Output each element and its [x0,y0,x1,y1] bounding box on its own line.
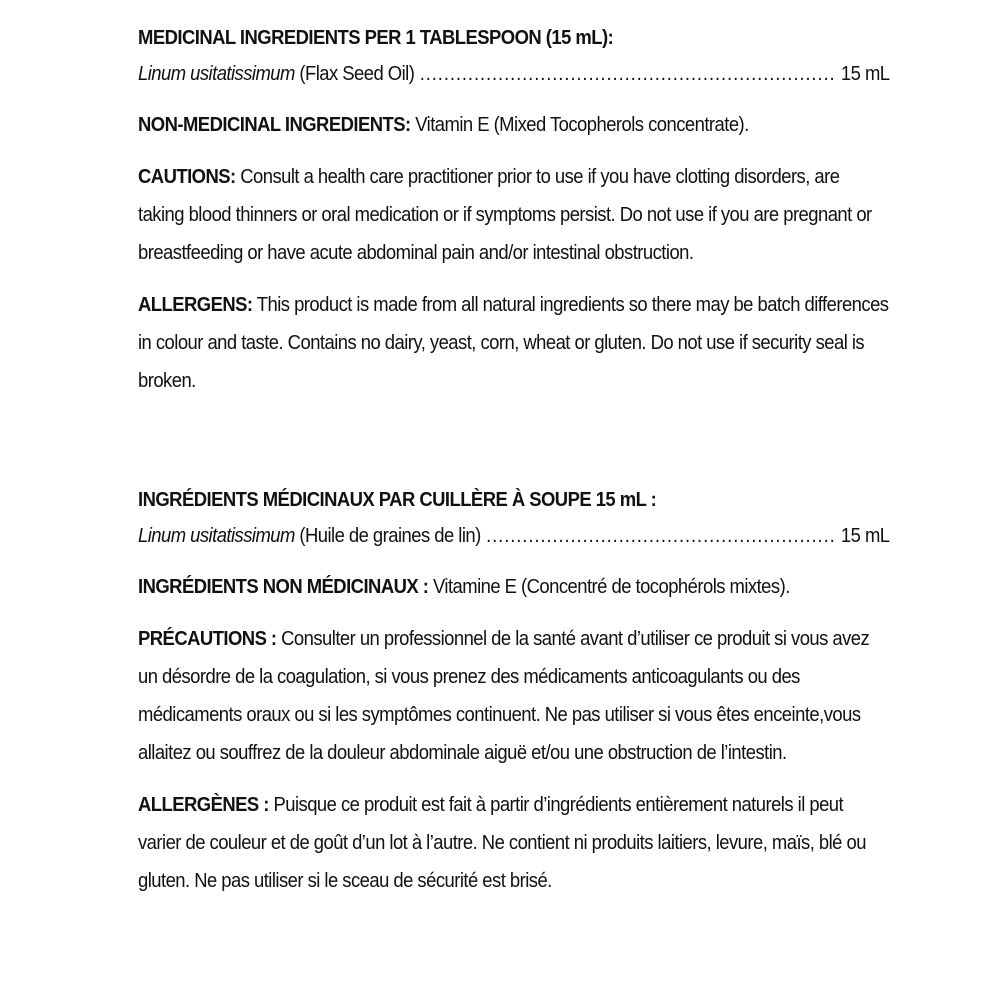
cautions-paragraph [138,158,890,272]
cautions-label: CAUTIONS: [138,165,236,188]
ingredient-latin-name-fr: Linum usitatissimum [138,524,295,547]
spacer [138,272,890,286]
ingredient-common-name-fr: (Huile de graines de lin) [299,524,481,547]
spacer [138,606,890,620]
ingredient-amount-fr: 15 mL [840,524,890,547]
precautions-text: Consulter un professionnel de la santé avant d’utiliser ce produit si vous avez un désordre de la coagulation, si vous prenez des médicaments anticoagulants ou des médicaments oraux ou si les symptômes continuent. Ne pas utiliser si vous êtes enceinte,vous allaitez ou souffrez de la douleur abdominale aiguë et/ou une obstruction de l’intestin. [138,627,870,764]
ingredients-medicinaux-heading: INGRÉDIENTS MÉDICINAUX PAR CUILLÈRE À SOUPE 15 mL : [138,488,657,511]
cautions-text: Consult a health care practitioner prior to use if you have clotting disorders, are taking blood thinners or oral medication or if symptoms persist. Do not use if you are pregnant or breastfeeding or have acute abdominal pain and/or intestinal obstruction. [138,165,872,264]
ingredient-common-name: (Flax Seed Oil) [299,62,415,85]
non-medicinaux-label: INGRÉDIENTS NON MÉDICINAUX : [138,575,429,598]
ingredient-medicinal-row-fr [138,518,890,554]
precautions-paragraph [138,620,890,772]
medicinal-ingredients-heading: MEDICINAL INGREDIENTS PER 1 TABLESPOON (15 mL): [138,26,614,49]
non-medicinaux-text: Vitamine E (Concentré de tocophérols mixtes). [432,575,790,598]
medicinal-ingredient-row [138,56,890,92]
allergenes-text: Puisque ce produit est fait à partir d’ingrédients entièrement naturels il peut varier de couleur et de goût d’un lot à l’autre. Ne contient ni produits laitiers, levure, maïs, blé ou gluten. Ne pas utiliser si le sceau de sécurité est brisé. [138,793,866,892]
non-medicinal-text: Vitamin E (Mixed Tocopherols concentrate). [415,113,749,136]
ingredient-latin-name: Linum usitatissimum [138,62,295,85]
dot-leader-fr [486,518,835,554]
precautions-label: PRÉCAUTIONS : [138,627,277,650]
allergenes-paragraph [138,786,890,900]
allergens-label: ALLERGENS: [138,293,253,316]
non-medicinal-ingredients [138,106,890,144]
ingredient-amount: 15 mL [840,62,890,85]
spacer [138,772,890,786]
allergens-text: This product is made from all natural ingredients so there may be batch differences in colour and taste. Contains no dairy, yeast, corn, wheat or gluten. Do not use if security seal is broken. [138,293,889,392]
allergens-paragraph [138,286,890,400]
english-label-content [138,20,890,400]
french-label-section [138,482,890,900]
spacer [138,554,890,568]
non-medicinal-label: NON-MEDICINAL INGREDIENTS: [138,113,411,136]
spacer [138,92,890,106]
ingredients-non-medicinaux [138,568,890,606]
dot-leader [420,56,836,92]
english-label-section [138,20,890,400]
spacer [138,144,890,158]
allergenes-label: ALLERGÈNES : [138,793,269,816]
french-label-content [138,482,890,900]
